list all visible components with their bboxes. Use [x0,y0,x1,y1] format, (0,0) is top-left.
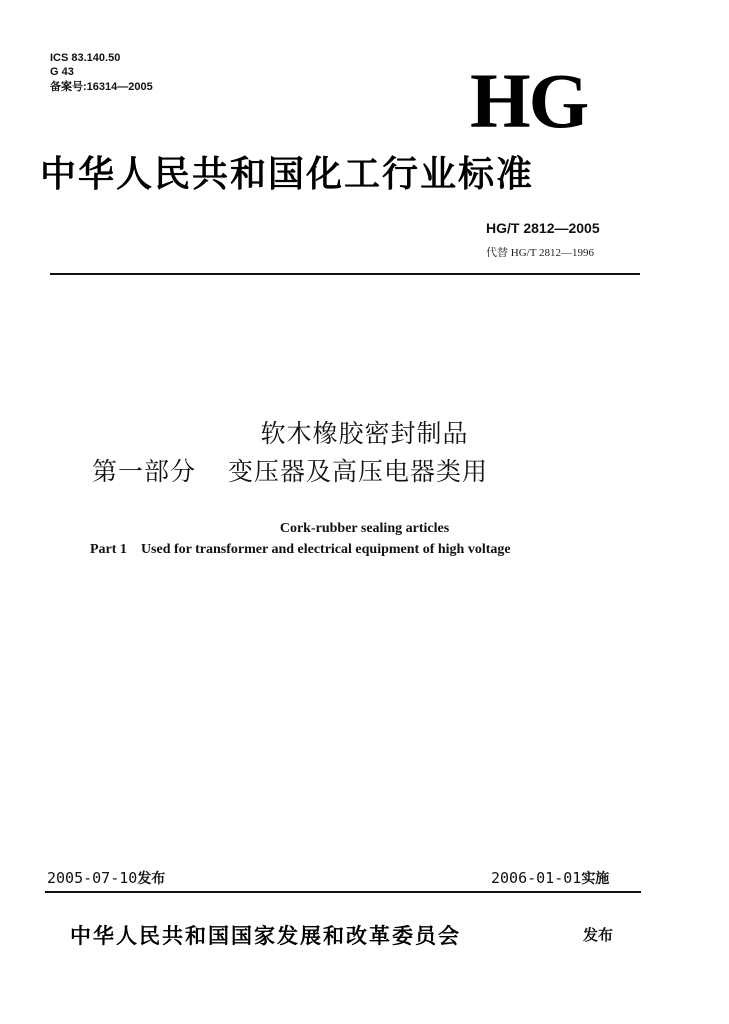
en-subtitle: Used for transformer and electrical equipment of high voltage [140,542,511,557]
standard-title: 中华人民共和国化工行业标准 [40,153,535,195]
en-title-line1: Cork-rubber sealing articles [279,521,450,536]
issue-date-line [47,868,165,888]
standard-code: HG/T 2812—2005 [486,220,600,236]
en-part-label: Part 1 [90,542,127,557]
implement-date: 2006-01-01 [491,869,582,887]
cn-part-label: 第一部分 [92,457,197,486]
top-divider [50,273,640,275]
cn-subtitle: 变压器及高压电器类用 [228,457,489,486]
issue-date: 2005-07-10 [47,869,138,887]
en-title-line2 [90,542,511,558]
bottom-divider [45,891,641,893]
cn-title-line1: 软木橡胶密封制品 [260,419,469,448]
filing-number: 备案号:16314—2005 [50,81,153,93]
classification-code: G 43 [50,66,74,78]
implement-label: 实施 [581,871,610,887]
cn-title-line2 [92,452,488,488]
implement-date-line [491,868,609,888]
replaces-standard: 代替 HG/T 2812—1996 [486,247,594,259]
issuer-action: 发布 [583,926,614,944]
hg-logo: HG [470,57,588,144]
ics-code: ICS 83.140.50 [50,52,121,64]
issue-label: 发布 [137,871,166,887]
issuing-authority: 中华人民共和国国家发展和改革委员会 [70,923,461,948]
